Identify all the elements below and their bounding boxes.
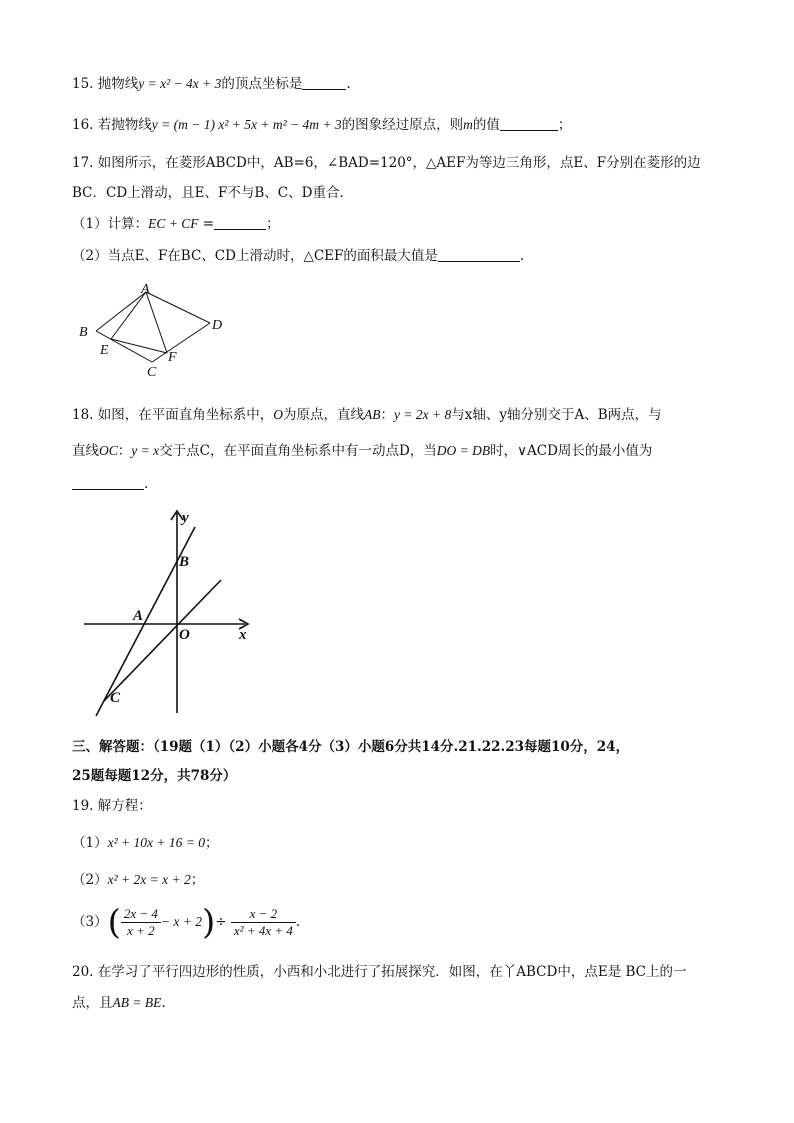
q18-text-a: 18. 如图，在平面直角坐标系中， [72,407,274,423]
q19-p3-label: （3） [72,914,108,930]
section-3-line2: 25题每题12分，共78分） [72,768,237,784]
q16-number: 16. [72,117,94,133]
section-3-line1: 三、解答题：（19题（1）（2）小题各4分（3）小题6分共14分.21.22.23每题10分，24， [72,739,630,755]
q16-text-b: 的图象经过原点，则 [341,117,464,133]
q18-text-g: 交于点C，在平面直角坐标系中有一动点D，当 [159,443,437,459]
q18-line2 [72,441,652,461]
q18-ab: AB [364,407,381,422]
point-label-o: O [179,627,190,643]
rhombus-label-d: D [212,318,223,333]
axis-label-y: y [182,510,189,526]
q17-part1-blank[interactable] [214,215,266,230]
q18-text-b: 为原点，直线 [283,407,365,423]
rhombus-figure [74,280,234,380]
q17-part1-label: （1）计算： [72,216,149,232]
q19-part2 [72,870,204,890]
q18-formula-oc: y = x [131,443,160,458]
rhombus-label-a: A [141,282,150,297]
q17-part2-blank[interactable] [438,247,520,262]
q15 [72,74,351,94]
q16-end: ； [557,117,572,133]
q18-text-e: 直线 [72,443,99,459]
q16-answer-blank[interactable] [500,116,558,131]
point-label-c: C [110,690,121,706]
axis-label-x: x [239,627,247,643]
q19-p2-label: （2） [72,872,108,888]
q19-p1-label: （1） [72,835,108,851]
q19-p1-formula: x² + 10x + 16 = 0 [107,835,205,850]
q20-line1: 20. 在学习了平行四边形的性质，小西和小北进行了拓展探究．如图，在丫ABCD中，点E是 BC上的一 [72,964,687,980]
q18-formula-ab: y = 2x + 8 [394,407,452,422]
rhombus-label-b: B [79,325,88,340]
q17-part2-end: . [519,248,525,264]
left-paren: ( [107,902,121,943]
q20-line2 [72,993,166,1013]
q18-text-h: 时，∨ACD周长的最小值为 [490,443,653,459]
q18-end: . [144,476,149,492]
rhombus-label-e: E [100,343,109,358]
q17-part2-text: （2）当点E、F在BC、CD上滑动时，△CEF的面积最大值是 [72,248,438,264]
q19-p3-div: ÷ [215,914,227,930]
q18-answer-blank[interactable] [72,475,144,490]
point-label-b: B [179,554,190,570]
q19-part1 [72,833,218,853]
q19-p3-frac2-num: x − 2 [231,906,296,923]
q19-p2-formula: x² + 2x = x + 2 [107,872,191,887]
q16-text-c: 的值 [472,117,500,133]
q18-line3 [72,474,148,494]
q19-p2-end: ； [190,872,205,888]
q19-p3-frac1-den: x + 2 [127,923,155,938]
q18-formula-do-db: DO = DB [436,443,491,458]
q18-oc: OC [99,443,118,458]
q18-o: O [273,407,284,422]
q17-part1 [72,214,280,234]
q19-part3 [72,902,300,942]
q17-line2: BC．CD上滑动，且E、F不与B、C、D重合． [72,185,353,201]
q17-part1-end: ； [266,216,280,232]
right-paren: ) [202,902,216,943]
q16 [72,115,571,135]
q17-part1-eq: = [202,216,215,232]
q15-text-a: 抛物线 [97,76,139,92]
coordinate-figure [80,505,260,720]
q20-formula: AB = BE [112,995,162,1010]
q19-p3-fraction2 [231,906,296,939]
q17-part1-formula: EC + CF [148,216,199,231]
q19-p3-end: . [295,914,301,930]
q19-p3-fraction1 [121,906,161,939]
q19-p1-end: ； [204,835,219,851]
q15-number: 15. [72,76,94,92]
q15-end: . [346,76,351,92]
point-label-a: A [133,608,144,624]
q18-text-f: ： [117,443,132,459]
rhombus-label-f: F [168,350,177,365]
q16-formula: y = (m − 1) x² + 5x + m² − 4m + 3 [151,117,342,132]
q19-p3-frac1-num: 2x − 4 [121,906,161,923]
q20-end: . [161,995,166,1011]
q18-line1 [72,405,662,425]
q17-line1: 17. 如图所示，在菱形ABCD中，AB=6，∠BAD=120°，△AEF为等边三角形，点E、F分别在菱形的边 [72,155,701,171]
q16-text-a: 若抛物线 [97,117,152,133]
q15-answer-blank[interactable] [302,75,346,90]
q19-p3-mid: − x + 2 [160,914,202,929]
q19-p3-frac2-den: x² + 4x + 4 [233,923,293,938]
rhombus-label-c: C [147,365,157,380]
q19-title: 19. 解方程： [72,798,152,814]
q18-text-c: ： [380,407,395,423]
q17-part2 [72,246,524,266]
q15-formula: y = x² − 4x + 3 [138,76,222,91]
q16-var: m [463,117,473,132]
q20-text-a: 点，且 [72,995,113,1011]
q18-text-d: 与x轴、y轴分别交于A、B两点，与 [451,407,662,423]
q15-text-b: 的顶点坐标是 [221,76,303,92]
